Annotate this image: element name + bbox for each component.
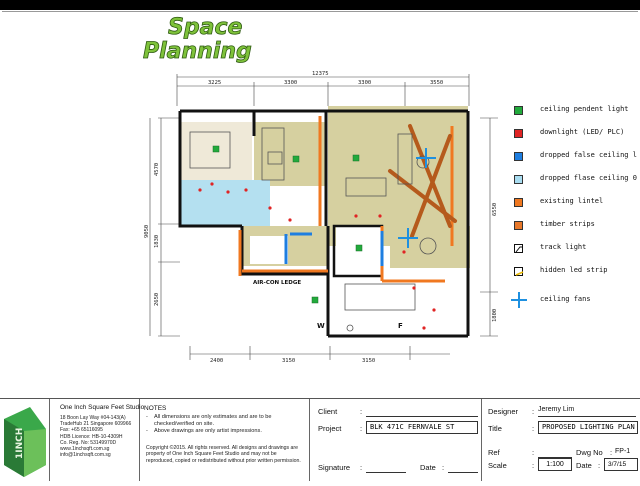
- legend-item-dropped-ceiling-blue: [508, 150, 640, 164]
- title-label: Title: [488, 424, 502, 433]
- address-line: HDB Licence: HB-10-4309H: [60, 433, 123, 440]
- note-text: All dimensions are only estimates and are to be checked/verified on site.: [154, 414, 272, 427]
- track-light-icon: [514, 244, 523, 253]
- colon: :: [360, 407, 363, 416]
- wc-label: W: [317, 322, 325, 330]
- notes-list: [146, 414, 306, 435]
- f-label: F: [398, 322, 403, 330]
- legend-label: timber strips: [540, 220, 595, 228]
- title-line1: Space: [168, 15, 243, 40]
- date2-label: Date: [576, 461, 592, 470]
- colon: :: [532, 461, 535, 470]
- drawing-panel: [482, 399, 640, 481]
- ref-label: Ref: [488, 448, 500, 457]
- signature-field[interactable]: [366, 472, 406, 473]
- legend-item-ceiling-fan: [508, 294, 640, 308]
- notes-panel: [140, 399, 310, 481]
- project-field[interactable]: BLK 471C FERNVALE ST: [366, 421, 478, 434]
- legend-item-dropped-ceiling-light: [508, 173, 640, 187]
- legend-item-lintel: [508, 196, 640, 210]
- dim-left-1: 4570: [154, 162, 160, 176]
- dwg-label: Dwg No: [576, 448, 603, 457]
- note-item: - All dimensions are only estimates and are to be checked/verified on site.: [146, 414, 272, 427]
- space-planning-title: [130, 12, 270, 66]
- dim-right-2: 1800: [492, 308, 498, 322]
- colon: :: [532, 407, 535, 416]
- dim-left-overall: 9050: [144, 224, 150, 238]
- dim-overall-top: 12375: [312, 71, 329, 77]
- address-line: 18 Boon Lay Way #04-143(A): [60, 415, 126, 421]
- company-name: One Inch Square Feet Studio: [60, 404, 145, 411]
- dim-right-1: 6550: [492, 202, 498, 216]
- colon: :: [598, 461, 601, 470]
- date-field[interactable]: [448, 472, 478, 473]
- title-block: [0, 398, 640, 481]
- company-address: [60, 415, 138, 458]
- colon: :: [360, 424, 363, 433]
- designer-field: [538, 416, 636, 417]
- legend-label: downlight (LED/ PLC): [540, 128, 625, 136]
- scale-label: Scale: [488, 461, 507, 470]
- date-label: Date: [420, 463, 436, 472]
- legend-label: ceiling fans: [540, 295, 591, 303]
- legend-item-track-light: [508, 242, 640, 256]
- designer-value: Jeremy Lim: [538, 406, 575, 413]
- colon: :: [532, 448, 535, 457]
- dim-top-4: 3550: [430, 80, 444, 86]
- legend-label: ceiling pendent light: [540, 105, 629, 113]
- designer-label: Designer: [488, 407, 519, 416]
- address-line: TradeHub 21 Singapore 609966: [60, 421, 132, 428]
- dim-top-3: 3300: [358, 80, 372, 86]
- dwg-value: FP-1: [615, 448, 631, 455]
- company-logo: [0, 399, 50, 481]
- orange-square-icon: [514, 198, 523, 207]
- colon: :: [532, 424, 535, 433]
- window-top-bar: [0, 0, 640, 10]
- legend-label: dropped false ceiling l: [540, 151, 637, 159]
- legend-label: hidden led strip: [540, 266, 608, 274]
- address-line: Fax: +65 65116095: [60, 427, 103, 434]
- blue-square-icon: [514, 152, 523, 161]
- floor-plan: [144, 66, 502, 366]
- address-line: info@1inchsqft.com.sg: [60, 452, 111, 459]
- project-panel: [310, 399, 482, 481]
- note-item: - Above drawings are only artist impressions.: [146, 428, 262, 434]
- colon: :: [442, 463, 445, 472]
- legend-item-timber: [508, 219, 640, 233]
- client-field[interactable]: [366, 416, 478, 417]
- scale-field[interactable]: 1:100: [538, 458, 572, 471]
- legend-label: track light: [540, 243, 587, 251]
- title-line2: Planning: [143, 39, 252, 64]
- colon: :: [610, 448, 613, 457]
- date2-field[interactable]: 3/7/15: [604, 458, 638, 471]
- dim-top-1: 3225: [208, 80, 222, 86]
- copyright-text: Copyright ©2015. All rights reserved. All designs and drawings are property of One Inch Square Feet Studio and may not be reproduced, copied or redistributed without prior written permission.: [146, 445, 301, 464]
- led-strip-icon: [514, 267, 523, 276]
- dim-bottom-1: 2400: [210, 358, 224, 364]
- client-label: Client: [318, 407, 338, 416]
- green-square-icon: [514, 106, 523, 115]
- timber-square-icon: [514, 221, 523, 230]
- dim-bottom-2: 3150: [282, 358, 296, 364]
- dim-top-2: 3300: [284, 80, 298, 86]
- legend-item-led-strip: [508, 265, 640, 279]
- address-line: Co. Reg. No: 53149970D: [60, 439, 117, 446]
- dim-bottom-3: 3150: [362, 358, 376, 364]
- note-text: Above drawings are only artist impressions.: [154, 428, 262, 434]
- dim-left-2: 1830: [154, 234, 160, 248]
- address-line: www.1inchsqft.com.sg: [60, 446, 110, 453]
- legend-item-downlight: [508, 127, 640, 141]
- red-square-icon: [514, 129, 523, 138]
- company-info: [50, 399, 145, 481]
- notes-heading: NOTES: [144, 405, 167, 412]
- legend-label: existing lintel: [540, 197, 604, 205]
- aircon-ledge-label: AIR-CON LEDGE: [253, 280, 302, 286]
- legend-label: dropped flase ceiling 0: [540, 174, 637, 182]
- dim-left-3: 2650: [154, 292, 160, 306]
- light-blue-square-icon: [514, 175, 523, 184]
- signature-label: Signature: [318, 463, 351, 472]
- project-label: Project: [318, 424, 342, 433]
- legend-item-pendant: [508, 104, 640, 118]
- ceiling-fan-icon: [510, 291, 528, 309]
- colon: :: [360, 463, 363, 472]
- title-field[interactable]: PROPOSED LIGHTING PLAN: [538, 421, 638, 434]
- logo-graphic: [0, 399, 50, 481]
- logo-text: 1INCH: [15, 427, 25, 459]
